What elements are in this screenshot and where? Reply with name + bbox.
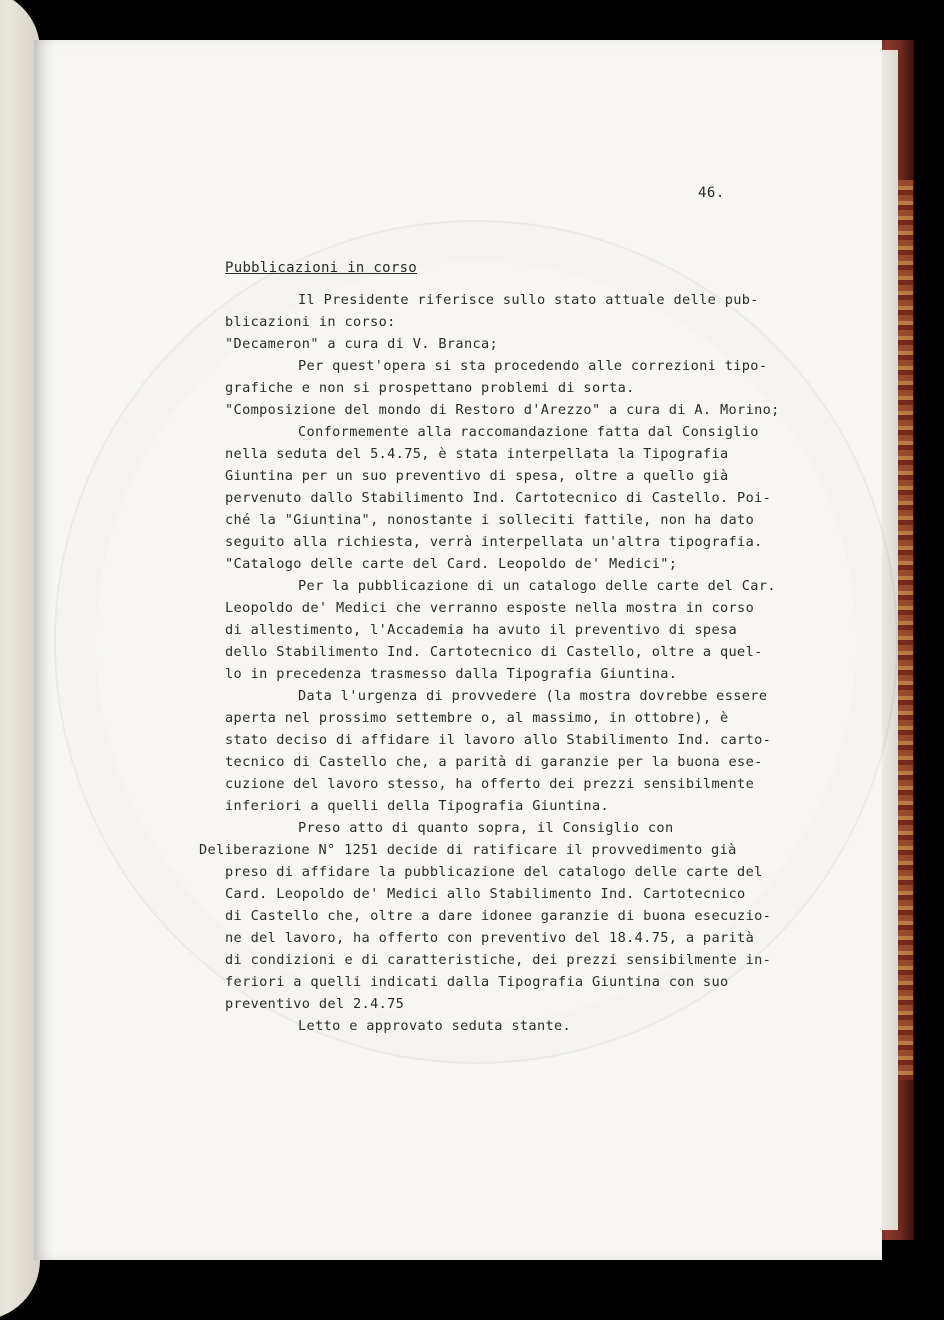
text-line: Il Presidente riferisce sullo stato attuale delle pub- [298,292,759,308]
text-line: pervenuto dallo Stabilimento Ind. Cartotecnico di Castello. Poi- [225,490,772,506]
text-line: nella seduta del 5.4.75, è stata interpellata la Tipografia [225,446,729,462]
text-line: aperta nel prossimo settembre o, al massimo, in ottobre), è [225,710,729,726]
text-line: tecnico di Castello che, a parità di garanzie per la buona ese- [225,754,763,770]
text-line: Per la pubblicazione di un catalogo delle carte del Car. [298,578,776,594]
text-line: ne del lavoro, ha offerto con preventivo del 18.4.75, a parità [225,930,755,946]
text-line: cuzione del lavoro stesso, ha offerto dei prezzi sensibilmente [225,776,755,792]
text-line: preventivo del 2.4.75 [225,996,405,1012]
text-line: seguito alla richiesta, verrà interpellata un'altra tipografia. [225,534,763,550]
text-line: lo in precedenza trasmesso dalla Tipografia Giuntina. [225,666,678,682]
text-line: ché la "Giuntina", nonostante i solleciti fattile, non ha dato [225,512,755,528]
text-line: "Decameron" a cura di V. Branca; [225,336,499,352]
text-line: Deliberazione N° 1251 decide di ratificare il provvedimento già [199,842,737,858]
text-line: Conformemente alla raccomandazione fatta dal Consiglio [298,424,759,440]
text-line: blicazioni in corso: [225,314,396,330]
text-line: stato deciso di affidare il lavoro allo Stabilimento Ind. carto- [225,732,772,748]
section-heading: Pubblicazioni in corso [225,260,418,276]
text-line: di condizioni e di caratteristiche, dei prezzi sensibilmente in- [225,952,772,968]
text-line: Giuntina per un suo preventivo di spesa, oltre a quello già [225,468,729,484]
text-line: dello Stabilimento Ind. Cartotecnico di Castello, oltre a quel- [225,644,763,660]
text-line: Per quest'opera si sta procedendo alle correzioni tipo- [298,358,768,374]
page-number: 46. [698,185,725,201]
text-line: inferiori a quelli della Tipografia Giuntina. [225,798,610,814]
text-line: preso di affidare la pubblicazione del catalogo delle carte del [225,864,763,880]
text-line: "Catalogo delle carte del Card. Leopoldo de' Medici"; [225,556,678,572]
text-line: Preso atto di quanto sopra, il Consiglio con [298,820,674,836]
text-line: feriori a quelli indicati dalla Tipografia Giuntina con suo [225,974,729,990]
text-line: Data l'urgenza di provvedere (la mostra dovrebbe essere [298,688,768,704]
text-line: Letto e approvato seduta stante. [298,1018,572,1034]
text-line: Leopoldo de' Medici che verranno esposte nella mostra in corso [225,600,755,616]
text-line: Card. Leopoldo de' Medici allo Stabilimento Ind. Cartotecnico [225,886,746,902]
text-line: di Castello che, oltre a dare idonee garanzie di buona esecuzio- [225,908,772,924]
text-line: grafiche e non si prospettano problemi di sorta. [225,380,635,396]
text-line: "Composizione del mondo di Restoro d'Arezzo" a cura di A. Morino; [225,402,780,418]
text-line: di allestimento, l'Accademia ha avuto il preventivo di spesa [225,622,738,638]
